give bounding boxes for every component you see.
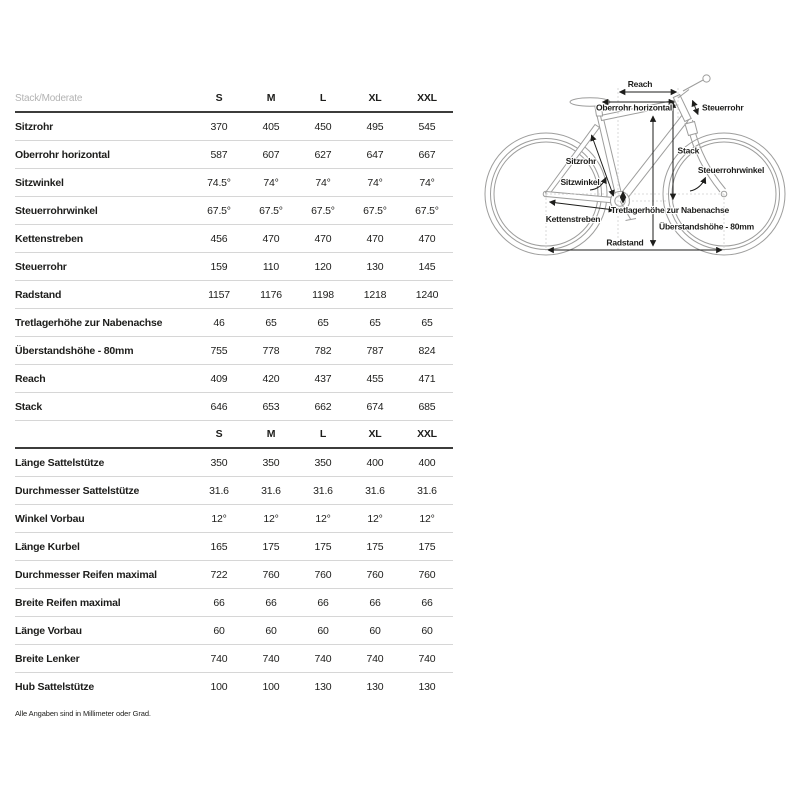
value-cell: 175 <box>418 540 436 553</box>
row-label: Oberrohr horizontal <box>15 148 110 161</box>
value-cell: 100 <box>262 681 280 693</box>
value-cell: 145 <box>418 260 436 273</box>
table-row <box>15 365 453 393</box>
value-cell: 66 <box>213 596 225 609</box>
value-cell: 495 <box>366 120 384 133</box>
value-cell: 66 <box>369 596 381 609</box>
diagram-label-ueberstandshoehe: Überstandshöhe - 80mm <box>659 221 754 232</box>
row-label: Steuerrohr <box>15 260 67 273</box>
row-label: Stack <box>15 400 43 413</box>
value-cell: 545 <box>418 120 436 133</box>
value-cell: 420 <box>262 372 280 385</box>
diagram-label-sitzrohr: Sitzrohr <box>565 156 597 166</box>
value-cell: 782 <box>314 344 332 357</box>
value-cell: 740 <box>262 652 280 665</box>
value-cell: 824 <box>418 344 436 357</box>
value-cell: 740 <box>314 652 332 665</box>
value-cell: 350 <box>210 456 228 469</box>
size-column-header: S <box>215 92 223 104</box>
row-label: Winkel Vorbau <box>15 512 85 525</box>
table-row <box>15 225 453 253</box>
geometry-table <box>15 85 453 701</box>
seat-tube <box>597 114 624 202</box>
value-cell: 67.5° <box>207 204 231 217</box>
value-cell: 67.5° <box>311 204 335 217</box>
value-cell: 66 <box>317 596 329 609</box>
bike-geometry-diagram <box>478 58 798 296</box>
row-label: Reach <box>15 372 46 385</box>
size-column-header: S <box>215 428 223 440</box>
value-cell: 12° <box>263 512 279 525</box>
value-cell: 455 <box>366 372 384 385</box>
table-row <box>15 645 453 673</box>
value-cell: 175 <box>366 540 384 553</box>
value-cell: 667 <box>418 148 436 161</box>
kettenstreben-arrow <box>550 202 615 210</box>
row-label: Länge Vorbau <box>15 624 82 637</box>
table-row <box>15 393 453 421</box>
value-cell: 175 <box>262 540 280 553</box>
value-cell: 470 <box>314 232 332 245</box>
value-cell: 646 <box>210 400 228 413</box>
value-cell: 456 <box>210 232 228 245</box>
table-row <box>15 253 453 281</box>
row-label: Überstandshöhe - 80mm <box>15 344 134 357</box>
value-cell: 1198 <box>312 288 334 301</box>
row-label: Durchmesser Sattelstütze <box>15 484 140 497</box>
row-label: Tretlagerhöhe zur Nabenachse <box>15 316 163 329</box>
row-label: Sitzwinkel <box>15 176 64 189</box>
diagram-label-radstand: Radstand <box>606 237 644 248</box>
value-cell: 65 <box>369 316 381 329</box>
value-cell: 67.5° <box>363 204 387 217</box>
value-cell: 755 <box>210 344 228 357</box>
diagram-label-sitzwinkel: Sitzwinkel <box>560 177 600 187</box>
units-footnote: Alle Angaben sind in Millimeter oder Grad. <box>15 709 151 718</box>
value-cell: 165 <box>210 540 228 553</box>
value-cell: 740 <box>210 652 228 665</box>
row-label: Kettenstreben <box>15 232 83 245</box>
value-cell: 760 <box>366 568 384 581</box>
table-row <box>15 449 453 477</box>
table-header-row <box>15 421 453 449</box>
value-cell: 12° <box>315 512 331 525</box>
value-cell: 405 <box>262 120 280 133</box>
size-column-header: XXL <box>417 428 437 440</box>
table-row <box>15 281 453 309</box>
value-cell: 67.5° <box>415 204 439 217</box>
value-cell: 120 <box>314 260 332 273</box>
diagram-label-stack: Stack <box>677 145 700 156</box>
table-row <box>15 561 453 589</box>
table-row <box>15 141 453 169</box>
value-cell: 400 <box>366 456 384 469</box>
value-cell: 470 <box>418 232 436 245</box>
value-cell: 159 <box>210 260 228 273</box>
steuerrohrwinkel-arc <box>690 178 706 192</box>
value-cell: 12° <box>367 512 383 525</box>
value-cell: 760 <box>418 568 436 581</box>
row-label: Radstand <box>15 288 62 301</box>
value-cell: 60 <box>421 624 433 637</box>
value-cell: 31.6 <box>261 484 281 497</box>
value-cell: 350 <box>314 456 332 469</box>
value-cell: 1176 <box>260 288 282 301</box>
row-label: Steuerrohrwinkel <box>15 204 98 217</box>
row-label: Breite Lenker <box>15 652 80 665</box>
table-row <box>15 113 453 141</box>
value-cell: 60 <box>317 624 329 637</box>
value-cell: 607 <box>262 148 280 161</box>
value-cell: 471 <box>418 372 436 385</box>
value-cell: 1240 <box>415 288 439 301</box>
value-cell: 627 <box>314 148 332 161</box>
value-cell: 60 <box>213 624 225 637</box>
value-cell: 370 <box>210 120 228 133</box>
table-header-row <box>15 85 453 113</box>
table-row <box>15 505 453 533</box>
size-column-header: L <box>319 92 327 104</box>
table-row <box>15 197 453 225</box>
diagram-label-oberrohr: Oberrohr horizontal <box>595 102 673 113</box>
row-label: Hub Sattelstütze <box>15 681 95 693</box>
table-row <box>15 673 453 701</box>
value-cell: 60 <box>265 624 277 637</box>
size-column-header: M <box>266 428 276 440</box>
value-cell: 12° <box>211 512 227 525</box>
value-cell: 130 <box>314 681 332 693</box>
value-cell: 74° <box>315 176 331 189</box>
value-cell: 130 <box>366 260 384 273</box>
value-cell: 470 <box>366 232 384 245</box>
value-cell: 778 <box>262 344 280 357</box>
size-column-header: L <box>319 428 327 440</box>
value-cell: 350 <box>262 456 280 469</box>
value-cell: 1157 <box>208 288 230 301</box>
chainstay-tube <box>546 192 619 204</box>
table-row <box>15 617 453 645</box>
value-cell: 674 <box>366 400 384 413</box>
value-cell: 760 <box>262 568 280 581</box>
table-row <box>15 169 453 197</box>
value-cell: 31.6 <box>417 484 437 497</box>
value-cell: 74° <box>419 176 435 189</box>
value-cell: 66 <box>265 596 277 609</box>
value-cell: 66 <box>421 596 433 609</box>
value-cell: 647 <box>366 148 384 161</box>
table-header-label: Stack/Moderate <box>15 92 83 104</box>
diagram-label-steuerrohrwinkel: Steuerrohrwinkel <box>697 165 765 175</box>
value-cell: 74° <box>367 176 383 189</box>
value-cell: 65 <box>317 316 329 329</box>
row-label: Länge Kurbel <box>15 540 80 553</box>
value-cell: 130 <box>366 681 384 693</box>
value-cell: 67.5° <box>259 204 283 217</box>
value-cell: 1218 <box>363 288 387 301</box>
diagram-label-tretlagerhoehe: Tretlagerhöhe zur Nabenachse <box>610 205 730 215</box>
row-label: Durchmesser Reifen maximal <box>15 568 157 581</box>
value-cell: 74° <box>263 176 279 189</box>
size-column-header: XL <box>368 92 382 104</box>
table-row <box>15 337 453 365</box>
value-cell: 65 <box>265 316 277 329</box>
value-cell: 722 <box>210 568 228 581</box>
table-row <box>15 589 453 617</box>
diagram-label-reach: Reach <box>627 79 653 89</box>
value-cell: 60 <box>369 624 381 637</box>
value-cell: 653 <box>262 400 280 413</box>
value-cell: 470 <box>262 232 280 245</box>
size-column-header: M <box>266 92 276 104</box>
row-label: Länge Sattelstütze <box>15 456 105 469</box>
size-column-header: XL <box>368 428 382 440</box>
value-cell: 65 <box>421 316 433 329</box>
table-row <box>15 477 453 505</box>
value-cell: 760 <box>314 568 332 581</box>
value-cell: 31.6 <box>209 484 229 497</box>
value-cell: 437 <box>314 372 332 385</box>
value-cell: 787 <box>366 344 384 357</box>
value-cell: 400 <box>418 456 436 469</box>
value-cell: 130 <box>418 681 436 693</box>
value-cell: 450 <box>314 120 332 133</box>
value-cell: 110 <box>262 260 280 273</box>
steuerrohr-arrow <box>693 101 699 115</box>
value-cell: 175 <box>314 540 332 553</box>
grip-ring <box>703 75 710 82</box>
fork-crown <box>685 122 698 136</box>
value-cell: 409 <box>210 372 228 385</box>
value-cell: 740 <box>366 652 384 665</box>
value-cell: 685 <box>418 400 436 413</box>
handlebar <box>683 80 704 92</box>
diagram-label-kettenstreben: Kettenstreben <box>545 214 601 224</box>
table-row <box>15 533 453 561</box>
value-cell: 74.5° <box>207 176 231 189</box>
diagram-label-steuerrohr: Steuerrohr <box>702 102 744 113</box>
row-label: Sitzrohr <box>15 120 54 133</box>
value-cell: 100 <box>210 681 228 693</box>
value-cell: 46 <box>213 316 225 329</box>
value-cell: 12° <box>419 512 435 525</box>
value-cell: 662 <box>314 400 332 413</box>
value-cell: 740 <box>418 652 436 665</box>
value-cell: 31.6 <box>313 484 333 497</box>
table-row <box>15 309 453 337</box>
value-cell: 587 <box>210 148 228 161</box>
row-label: Breite Reifen maximal <box>15 596 121 609</box>
size-column-header: XXL <box>417 92 437 104</box>
value-cell: 31.6 <box>365 484 385 497</box>
